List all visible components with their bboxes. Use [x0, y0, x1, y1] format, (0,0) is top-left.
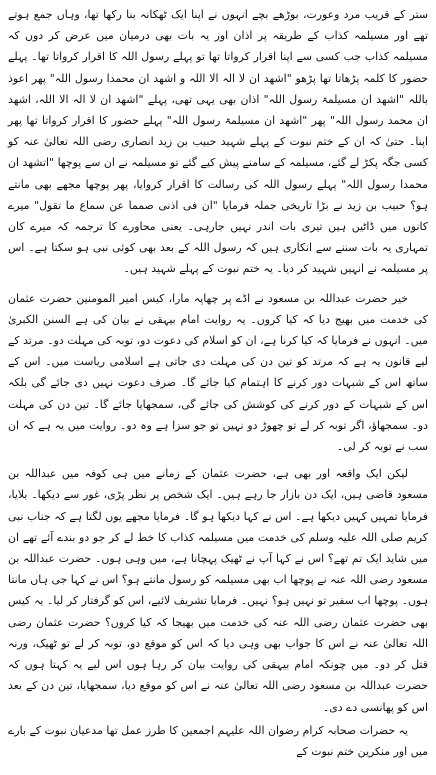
paragraph-1: ستر کے قریب مرد وعورت، بوڑھے بچے انہوں نے اپنا ایک ٹھکانہ بنا رکھا تھا، وہاں جمع ہوتے تھے اور مسیلمہ کذاب کے طریقہ پر اذان اور یہ بات بھی درمیان میں عرض کر دوں کہ مسیلمہ کذاب جب کسی سے اپنا اقرار کرواتا تھا تو پہلے رسول اللہ کا اقرار کرواتا تھا۔ پہلے حضور کا کلمہ پڑھاتا تھا پڑھو "اشھد ان لا الہ الا اللہ و اشھد ان محمدا رسول اللہ" پھر اعوذ باللہ "اشھد ان مسیلمۃ رسول اللہ" اذان بھی یہی تھی، پہلے "اشھد ان لا الہ الا اللہ، اشھد ان محمد رسول اللہ" پھر "اشھد ان مسیلمۃ رسول اللہ" پہلے حضور کا اقرار کرواتا تھا پھر اپنا۔ حتیٰ کہ ان کے ختم نبوت کے پہلے شہید حبیب بن زید انصاری رضی اللہ تعالیٰ عنہ کو کسی جگہ پکڑ لے گئے، مسیلمہ کے سامنے پیش کیے گئے تو مسیلمہ نے ان سے پوچھا "اتشھد ان محمدا رسول اللہ" پہلے رسول اللہ کی رسالت کا اقرار کروایا، پھر پوچھا مجھے بھی مانتے ہو؟ حبیب بن زید نے بڑا تاریخی جملہ فرمایا "ان فی اذنی صمما عن سماع ما تقول" میرے کانوں میں ڈاٹیں ہیں تیری بات اندر نہیں جارہی۔ یعنی محاورے کا ترجمہ کہ میرے کان تمہاری یہ بات سننے سے انکاری ہیں کہ رسول اللہ کے بعد بھی کوئی نبی ہو سکتا ہے۔ اس پر مسیلمہ نے انہیں شہید کر دیا۔ یہ ختم نبوت کے پہلے شہید ہیں۔	[8, 8, 428, 276]
paragraph-2: خیر حضرت عبداللہ بن مسعود نے اڈے پر چھاپہ مارا، کیس امیر المومنین حضرت عثمان کی خدمت میں بھیج دیا کہ کیا کروں۔ یہ روایت امام بیہقی نے بیان کی ہے السنن الکبریٰ میں۔ انہوں نے فرمایا کہ کیا کرنا ہے، ان کو اسلام کی دعوت دو، توبہ کی مہلت دو۔ مرتد کے لیے قانون یہ ہے کہ مرتد کو تین دن کی مہلت دی جاتی ہے اسلامی ریاست میں۔ اس کے ساتھ اس کے شبہات دور کرنے کا اہتمام کیا جائے گا۔ صرف دعوت نہیں دی جائے گی بلکہ اس کے شبہات کے دور کرنے کی کوشش کی جائے گی، سمجھایا جائے گا۔ تین دن کی مہلت دو۔ سمجھاؤ، اگر توبہ کر لے تو چھوڑ دو نہیں تو جو سزا ہے وہ دو۔ روایت میں یہ ہے کہ ان سب نے توبہ کر لی۔	[8, 291, 428, 454]
paragraph-4: یہ حضرات صحابہ کرام رضوان اللہ علیہم اجمعین کا طرز عمل تھا مدعیان نبوت کے بارے میں اور منکرین ختم نبوت کے	[8, 723, 428, 758]
paragraph-3: لیکن ایک واقعہ اور بھی ہے، حضرت عثمان کے زمانے میں ہی کوفہ میں عبداللہ بن مسعود قاضی ہیں، ایک دن بازار جا رہے ہیں۔ ایک شخص پر نظر پڑی، غور سے دیکھا۔ بلایا، فرمایا تمہیں کہیں دیکھا ہے۔ اس نے کہا دیکھا ہو گا۔ فرمایا مجھے یوں لگتا ہے کہ جناب نبی کریم صلی اللہ علیہ وسلم کی خدمت میں مسیلمہ کذاب کا خط لے کر جو دو بندے آئے تھے ان میں شاید ایک تم تھے؟ اس نے کہا آپ نے ٹھیک پہچانا ہے، میں وہی ہوں۔ حضرت عبداللہ بن مسعود رضی اللہ عنہ نے پوچھا اب بھی مسیلمہ کو رسول مانتے ہو؟ اس نے کہا جی ہاں مانتا ہوں۔ پوچھا اب سفیر تو نہیں ہو؟ نہیں۔ فرمایا تشریف لائیے، اس کو گرفتار کر لیا۔ یہ کیس بھی حضرت عثمان رضی اللہ عنہ کی خدمت میں بھیجا کہ کیا کروں؟ حضرت عثمان رضی اللہ تعالیٰ عنہ نے اس کا جواب بھی وہی دیا کہ اس کو موقع دو، توبہ کر لے تو ٹھیک، ورنہ قتل کر دو۔ میں چونکہ امام بیہقی کی روایت بیان کر رہا ہوں اس لیے یہ کہتا ہوں کہ حضرت عبداللہ بن مسعود رضی اللہ تعالیٰ عنہ نے اس کو موقع دیا، سمجھایا، تین دن کے بعد اس کو پھانسی دے دی۔	[8, 467, 428, 714]
